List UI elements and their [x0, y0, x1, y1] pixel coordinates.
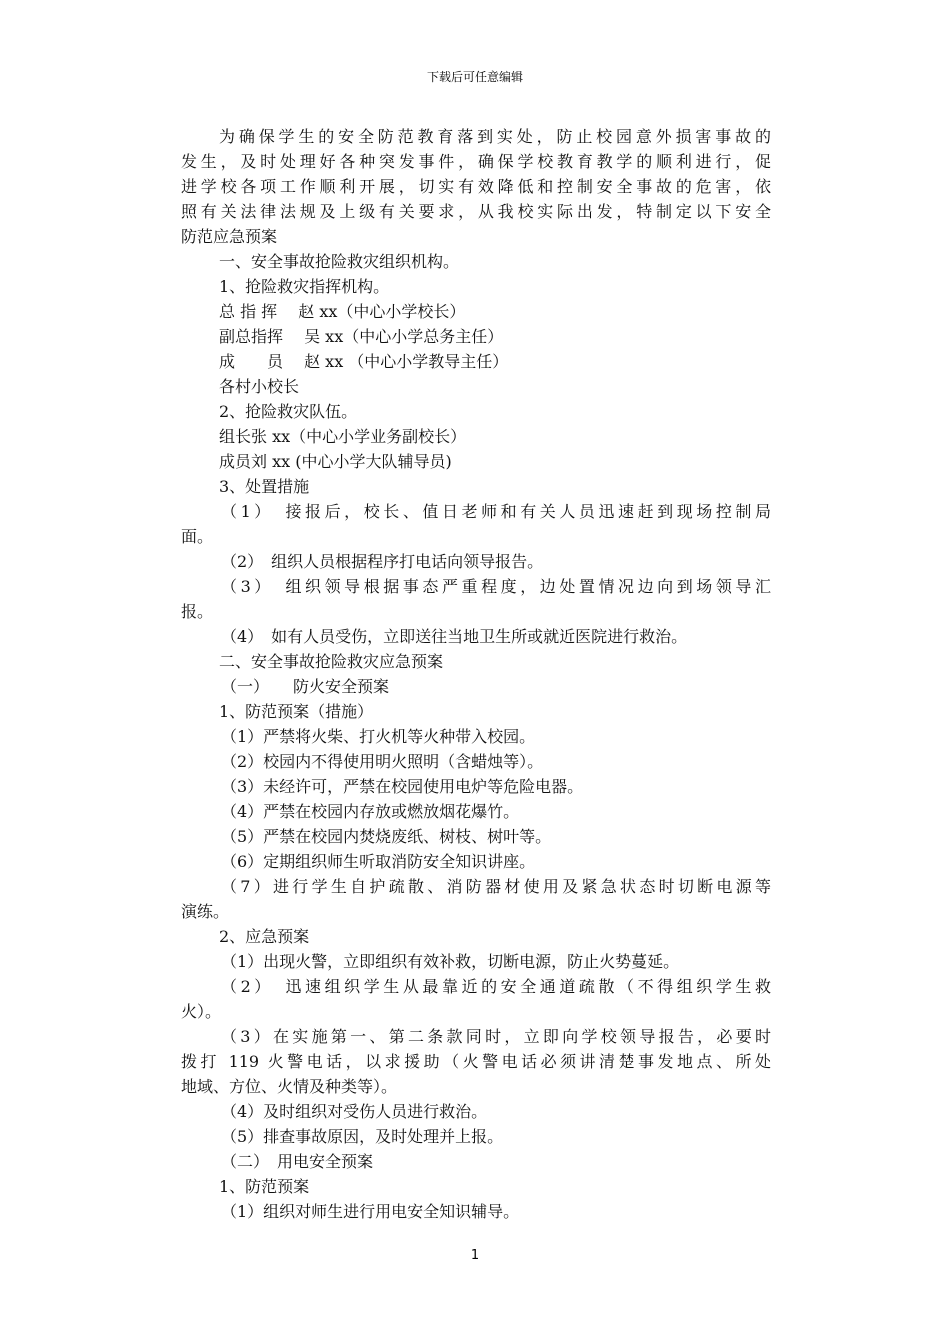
paragraph-line: 成 员 赵 xx （中心小学教导主任） [219, 352, 509, 371]
paragraph-line: 火）。 [181, 1002, 222, 1021]
paragraph-line: 总 指 挥 赵 xx（中心小学校长） [219, 302, 466, 321]
paragraph-line: 面。 [181, 527, 214, 546]
paragraph-line: （1） 接报后，校长、值日老师和有关人员迅速赶到现场控制局 [221, 502, 771, 521]
paragraph-line: （一） 防火安全预案 [221, 677, 390, 696]
paragraph-line: 为确保学生的安全防范教育落到实处，防止校园意外损害事故的 [219, 127, 771, 146]
paragraph-line: （2） 迅速组织学生从最靠近的安全通道疏散（不得组织学生救 [221, 977, 771, 996]
paragraph-line: （2） 组织人员根据程序打电话向领导报告。 [221, 552, 544, 571]
paragraph-line: （6）定期组织师生听取消防安全知识讲座。 [221, 852, 536, 871]
paragraph-line: 报。 [181, 602, 214, 621]
paragraph-line: （1）严禁将火柴、打火机等火种带入校园。 [221, 727, 536, 746]
paragraph-line: 照有关法律法规及上级有关要求，从我校实际出发，特制定以下安全 [181, 202, 771, 221]
paragraph-line: （5）严禁在校园内焚烧废纸、树枝、树叶等。 [221, 827, 552, 846]
paragraph-line: 进学校各项工作顺利开展，切实有效降低和控制安全事故的危害，依 [181, 177, 771, 196]
paragraph-line: （1）组织对师生进行用电安全知识辅导。 [221, 1202, 520, 1221]
paragraph-line: （2）校园内不得使用明火照明（含蜡烛等）。 [221, 752, 544, 771]
paragraph-line: 2、应急预案 [219, 927, 310, 946]
paragraph-line: （5）排查事故原因，及时处理并上报。 [221, 1127, 504, 1146]
paragraph-line: （4）及时组织对受伤人员进行救治。 [221, 1102, 488, 1121]
paragraph-line: （二） 用电安全预案 [221, 1152, 374, 1171]
paragraph-line: （3）未经许可，严禁在校园使用电炉等危险电器。 [221, 777, 584, 796]
paragraph-line: 组长张 xx（中心小学业务副校长） [219, 427, 467, 446]
page-number: 1 [470, 1248, 480, 1263]
paragraph-line: （3）在实施第一、第二条款同时，立即向学校领导报告，必要时 [221, 1027, 771, 1046]
paragraph-line: 1、抢险救灾指挥机构。 [219, 277, 390, 296]
paragraph-line: 3、处置措施 [219, 477, 310, 496]
paragraph-line: （7）进行学生自护疏散、消防器材使用及紧急状态时切断电源等 [221, 877, 771, 896]
paragraph-line: 副总指挥 吴 xx（中心小学总务主任） [219, 327, 504, 346]
paragraph-line: 发生，及时处理好各种突发事件，确保学校教育教学的顺利进行，促 [181, 152, 771, 171]
paragraph-line: （1）出现火警，立即组织有效补救，切断电源，防止火势蔓延。 [221, 952, 680, 971]
paragraph-line: 2、抢险救灾队伍。 [219, 402, 358, 421]
paragraph-line: 防范应急预案 [181, 227, 278, 246]
paragraph-line: 地域、方位、火情及种类等）。 [181, 1077, 398, 1096]
paragraph-line: 拨打 119 火警电话，以求援助（火警电话必须讲清楚事发地点、所处 [181, 1052, 771, 1071]
paragraph-line: 成员刘 xx (中心小学大队辅导员) [219, 452, 452, 471]
paragraph-line: 1、防范预案（措施） [219, 702, 374, 721]
paragraph-line: 各村小校长 [219, 377, 300, 396]
paragraph-line: （3） 组织领导根据事态严重程度，边处置情况边向到场领导汇 [221, 577, 771, 596]
page-header: 下载后可任意编辑 [426, 70, 523, 84]
paragraph-line: 1、防范预案 [219, 1177, 310, 1196]
paragraph-line: （4） 如有人员受伤，立即送往当地卫生所或就近医院进行救治。 [221, 627, 688, 646]
document-body [181, 124, 771, 1224]
paragraph-line: （4）严禁在校园内存放或燃放烟花爆竹。 [221, 802, 520, 821]
paragraph-line: 二、安全事故抢险救灾应急预案 [219, 652, 444, 671]
paragraph-line: 演练。 [181, 902, 230, 921]
paragraph-line: 一、安全事故抢险救灾组织机构。 [219, 252, 460, 271]
